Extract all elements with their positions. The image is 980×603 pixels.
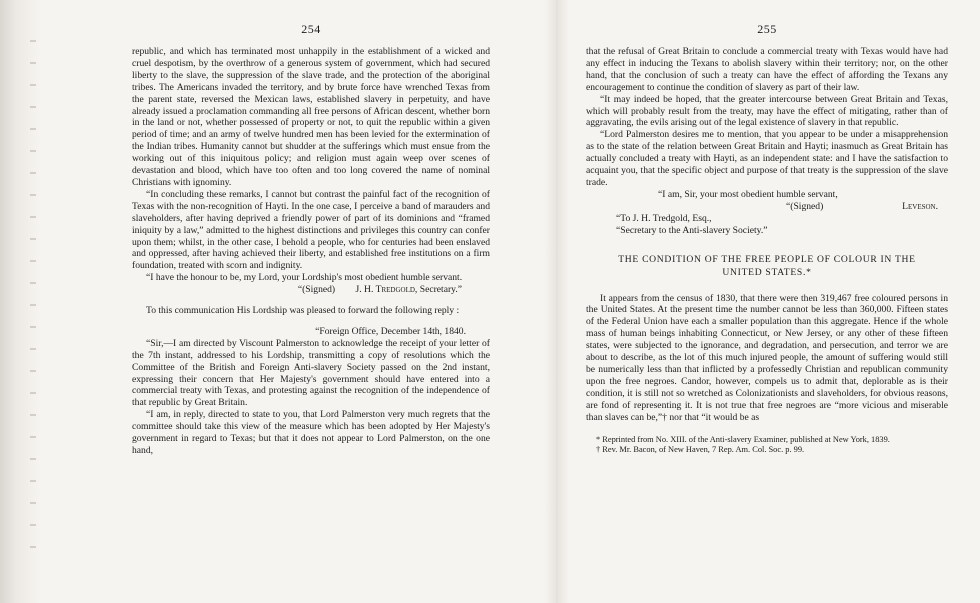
address-line: “To J. H. Tredgold, Esq.,: [616, 212, 712, 224]
section-title: [586, 253, 948, 279]
signatory-name: J. H. Tredgold,: [355, 284, 418, 296]
signature-line: [586, 201, 948, 213]
center-fold: [545, 0, 569, 603]
paragraph: republic, and which has terminated most unhappily in the establishment of a wicked and cruel despotism, by the overthrow of a generous system of government, which had secured liberty to the slave, the suppression of the slave trade, and the protection of the aboriginal tribes. The Americans invaded the territory, and by brute force have wrenched Texas from the parent state, reversed the Mexican laws, established slavery in perpetuity, and have already issued a proclamation commanding all free persons of African descent, whether born in the land or not, whether possessed of property or not, to quit the republic within a given period of time; and an army of twelve hundred men has been levied for the extermination of the Indian tribes. Humanity cannot but shudder at the sufferings which must ensue from the working out of this iniquitous policy; and religion must again weep over scenes of devastation and blood, which have too often and too long covered the name of nominal Christians with ignominy.: [132, 46, 490, 188]
paragraph: “I have the honour to be, my Lord, your Lordship's most obedient humble servant.: [146, 272, 463, 284]
footnotes: [586, 435, 948, 455]
left-page: [132, 22, 490, 597]
dateline: “Foreign Office, December 14th, 1840.: [315, 325, 466, 337]
letter-paragraph: “I am, in reply, directed to state to you, that Lord Palmerston very much regrets that the committee should take this view of the measure which has been adopted by Her Majesty's government in regard to Texas; but that it does not appear to Lord Palmerston, on the one hand,: [132, 409, 490, 456]
address-line: “Secretary to the Anti-slavery Society.”: [616, 224, 768, 236]
closing-line: “I am, Sir, your most obedient humble servant,: [658, 188, 838, 200]
section-title-line: THE CONDITION OF THE FREE PEOPLE OF COLOUR IN THE: [618, 253, 916, 265]
footnote: † Rev. Mr. Bacon, of New Haven, 7 Rep. Am. Col. Soc. p. 99.: [596, 445, 805, 455]
page-number-right: 255: [757, 22, 777, 36]
paragraph: “In concluding these remarks, I cannot but contrast the painful fact of the recognition of Texas with the non-recognition of Hayti. In the one case, I perceive a band of marauders and slaveholders, after having deprived a friendly power of part of its dominions and “framed iniquity by a law,” admitted to the highest distinctions and privileges this country can confer upon them; whilst, in the other case, I behold a people, who for centuries had been enslaved and oppressed, after having achieved their liberty, and established free institutions on a firm foundation, treated with scorn and indignity.: [132, 188, 490, 272]
page-number-left: 254: [301, 22, 321, 36]
right-page-body: [586, 46, 948, 455]
section-title-line: UNITED STATES.*: [722, 266, 812, 278]
signed-label: “(Signed): [297, 284, 336, 296]
footnote: * Reprinted from No. XIII. of the Anti-slavery Examiner, published at New York, 1839.: [596, 435, 890, 445]
signed-label: “(Signed): [786, 200, 824, 212]
signatory-name: Leveson.: [902, 200, 938, 212]
paragraph: “Lord Palmerston desires me to mention, that you appear to be under a misapprehension as to the state of the relation between Great Britain and Hayti; inasmuch as Great Britain has actually concluded a treaty with Hayti, as an independent state: and I have the satisfaction to acquaint you, that the specific object and purpose of that treaty is the suppression of the slave trade.: [586, 129, 948, 188]
margin-marks: [30, 40, 36, 560]
signatory-title: Secretary.”: [419, 284, 462, 296]
right-page: [586, 22, 948, 597]
paragraph: “It may indeed be hoped, that the greater intercourse between Great Britain and Texas, which will probably result from the treaty, may have the effect of mitigating, rather than of aggravating, the evils arising out of the legal existence of slavery in that republic.: [586, 93, 948, 129]
letter-paragraph: “Sir,—I am directed by Viscount Palmerston to acknowledge the receipt of your letter of the 7th instant, addressed to his Lordship, transmitting a copy of resolutions which the Committee of the British and Foreign Anti-slavery Society passed on the 2nd instant, expressing their concern that Her Majesty's government should have entered into a commercial treaty with Texas, and protesting against the recognition of the independence of that republic by Great Britain.: [132, 337, 490, 409]
section-paragraph: It appears from the census of 1830, that there were then 319,467 free coloured persons in the United States. At the present time the number cannot be less than 360,000. Fifteen states of the Federal Union have each a smaller population than this aggregate. Hence if the whole mass of human beings inhabiting Connecticut, or New Jersey, or any other of these fifteen states, were subjected to the ignorance, and degradation, and persecution, and terror we are about to describe, as the lot of this much injured people, the amount of suffering would still be numerically less than that inflicted by a professedly Christian and republican community upon the free negroes. Candor, however, compels us to admit that, deplorable as is their condition, it is still not so wretched as Colonizationists and slaveholders, for obvious reasons, are fond of representing it. It is not true that free negroes are “more vicious and miserable than slaves can be,”† nor that “it would be as: [586, 292, 948, 423]
paragraph: that the refusal of Great Britain to conclude a commercial treaty with Texas would have had any effect in inducing the Texans to abolish slavery within their territory; nor, on the other hand, that the conclusion of such a treaty can have the effect of affording the Texans any encouragement to continue the condition of slavery as part of their law.: [586, 46, 948, 93]
transition-text: To this communication His Lordship was pleased to forward the following reply :: [146, 305, 460, 317]
left-page-body: [132, 46, 490, 457]
signature-line: [132, 284, 490, 296]
